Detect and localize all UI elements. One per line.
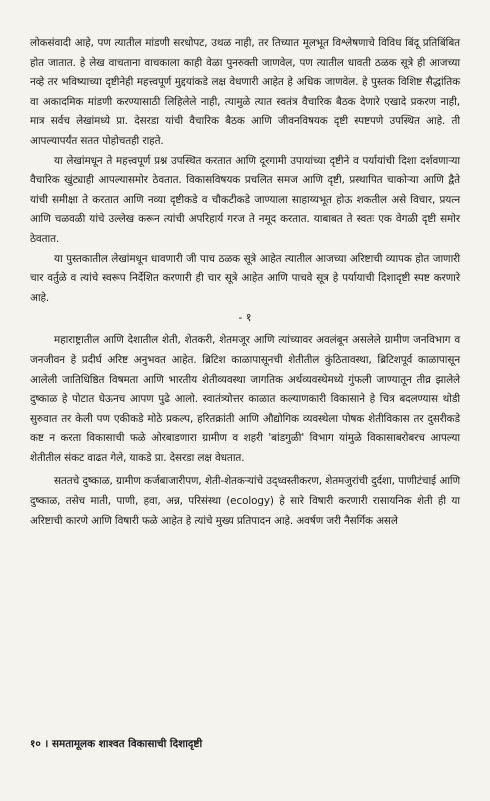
paragraph-4: महाराष्ट्रातील आणि देशातील शेती, शेतकरी, शेतमजूर आणि त्यांच्यावर अवलंबून असलेले ग्रामीण जनविभाग व जनजीवन हे प्रदीर्घ अरिष्ट अनुभवत आहेत. ब्रिटिश काळापासूनची शेतीतील कुंठितावस्था, ब्रिटिशपूर्व काळापासून आलेली जातिधिष्ठित विषमता आणि भारतीय शेतीव्यवस्था जागतिक अर्थव्यवस्थेमध्ये गुंफली जाण्यातून तीव्र झालेले दुष्काळ हे पोटात घेऊनच आपण पुढे आलो. स्वातंत्र्योत्तर काळात कल्याणकारी विकासाने हे चित्र बदलण्यास थोडी सुरुवात तर केली पण एकीकडे मोठे प्रकल्प, हरितक्रांती आणि औद्योगिक व्यवस्थेला पोषक शेतीविकास तर दुसरीकडे कष्ट न करता विकासाची फळे ओरबाडणारा ग्रामीण व शहरी 'बांडगुळी' विभाग यांमुळे विकासाबरोबरच आपल्या शेतीतील संकट वाढत गेले, याकडे प्रा. देसरडा लक्ष वेधतात. [30,334,460,464]
paragraph-1: लोकसंवादी आहे, पण त्यातील मांडणी सरधोपट, उथळ नाही, तर तिच्यात मूलभूत विश्लेषणाचे विविध बिंदू प्रतिबिंबित होत जातात. हे लेख वाचताना वाचकाला काही वेळा पुनरुक्ती जाणवेल, पण त्यातील धावती ठळक सूत्रे ही आजच्या नव्हे तर भविष्याच्या दृष्टीनेही महत्त्वपूर्ण मुद्दयांकडे लक्ष वेधणारी आहेत हे अधिक जाणवेल. हे पुस्तक विशिष्ट सैद्धांतिक वा अकादमिक मांडणी करण्यासाठी लिहिलेले नाही, त्यामुळे त्यात स्वतंत्र वैचारिक बैठक देणारे एखादे प्रकरण नाही, मात्र सर्वच लेखांमध्ये प्रा. देसरडा यांची वैचारिक बैठक आणि जीवनविषयक दृष्टी स्पष्टपणे उपस्थित आहे. ती आपल्यापर्यंत सतत पोहोचतही राहते. [30,37,460,147]
paragraph-3: या पुस्तकातील लेखांमधून धावणारी जी पाच ठळक सूत्रे आहेत त्यातील आजच्या अरिष्टाची व्यापक होत जाणारी चार वर्तुळे व त्यांचे स्वरूप निर्देशित करणारी ही चार सूत्रे आहेत आणि पाचवे सूत्र हे पर्यायाची दिशादृष्टी स्पष्ट करणारे आहे. [30,252,460,304]
paragraph-5: सततचे दुष्काळ, ग्रामीण कर्जबाजारीपण, शेती-शेतकऱ्यांचे उद्ध्वस्तीकरण, शेतमजुरांची दुर्दशा, पाणीटंचाई आणि दुष्काळ, तसेच माती, पाणी, हवा, अन्न, परिसंस्था (ecology) हे सारे विषारी करणारी रासायनिक शेती ही या अरिष्टाची कारणे आणि विषारी फळे आहेत हे त्यांचे मुख्य प्रतिपादन आहे. अवर्षण जरी नैसर्गिक असले [30,475,460,527]
section-marker: - १ [238,311,252,325]
paragraph-2: या लेखांमधून ते महत्त्वपूर्ण प्रश्न उपस्थित करतात आणि दूरगामी उपायांच्या दृष्टीने व पर्यायांची दिशा दर्शवणाऱ्या वैचारिक खुंट्याही आपल्यासमोर ठेवतात. विकासविषयक प्रचलित समज आणि दृष्टी, प्रस्थापित चाकोऱ्या आणि द्वैते यांची समीक्षा ते करतात आणि नव्या दृष्टीकडे व चौकटीकडे जाण्याला साहाय्यभूत होऊ शकतील असे विचार, प्रयत्न आणि चळवळी यांचे उल्लेख करून त्यांची अपरिहार्य गरज ते नमूद करतात. याबाबत ते स्वतः एक वेगळी दृष्टी समोर ठेवतात. [30,154,460,245]
page-footer: १० । समतामूलक शाश्वत विकासाची दिशादृष्टी [30,738,203,750]
